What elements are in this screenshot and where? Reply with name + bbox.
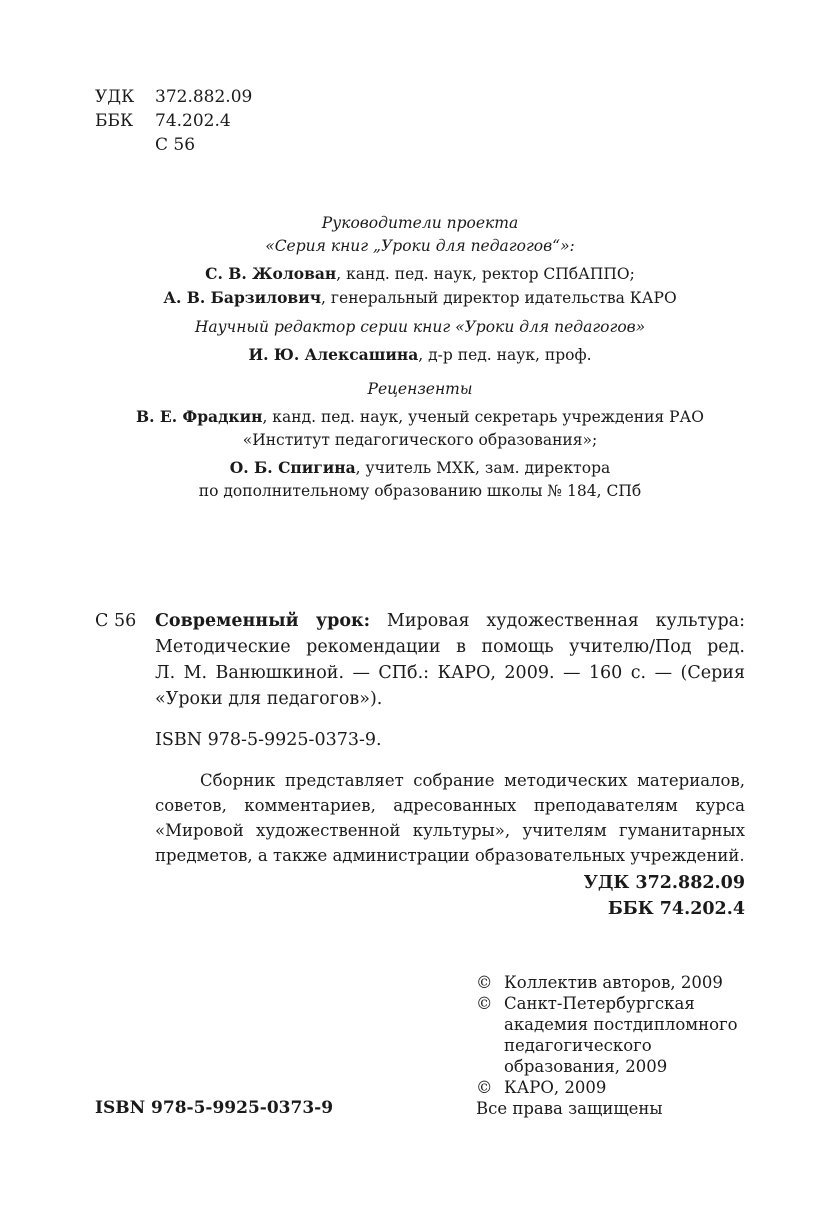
project-leads bbox=[95, 212, 745, 310]
copyright-1-text: Коллектив авторов, 2009 bbox=[504, 973, 723, 992]
project-lead-1-name: С. В. Жолован bbox=[205, 264, 337, 283]
copyright-icon: © bbox=[476, 1078, 493, 1097]
copyright-icon: © bbox=[476, 994, 493, 1013]
udk-label: УДК bbox=[95, 87, 135, 107]
bib-entry-title: Современный урок: bbox=[155, 611, 371, 631]
project-leads-title-2: «Серия книг „Уроки для педагогов“»: bbox=[265, 237, 575, 255]
reviewer-2-name: О. Б. Спигина bbox=[229, 458, 356, 477]
copyright-1 bbox=[476, 972, 738, 993]
bbk-value: 74.202.4 bbox=[155, 111, 231, 131]
bib-entry-line-2: Методические рекомендации в помощь учителю/Под ред. bbox=[155, 637, 745, 657]
rights-reserved: Все права защищены bbox=[476, 1099, 663, 1118]
isbn-bottom: ISBN 978-5-9925-0373-9 bbox=[95, 1098, 334, 1118]
science-editor-desc: , д-р пед. наук, проф. bbox=[418, 346, 592, 364]
copyright-icon: © bbox=[476, 973, 493, 992]
copyright-3 bbox=[476, 1077, 738, 1098]
project-lead-1 bbox=[95, 262, 745, 286]
author-mark: С 56 bbox=[155, 135, 196, 155]
bib-entry-line-3: Л. М. Ванюшкиной. — СПб.: КАРО, 2009. — 160 с. — (Серия bbox=[155, 663, 745, 683]
bib-entry-code: С 56 bbox=[95, 611, 137, 631]
bottom-udk: УДК 372.882.09 bbox=[583, 873, 745, 893]
project-leads-title-1: Руководители проекта bbox=[321, 214, 519, 232]
udk-value: 372.882.09 bbox=[155, 87, 253, 107]
reviewer-1-name: В. Е. Фрадкин bbox=[136, 407, 263, 426]
reviewer-1 bbox=[95, 405, 745, 429]
reviewer-2-desc-2: по дополнительному образованию школы № 184, СПб bbox=[198, 482, 642, 500]
udk-row bbox=[95, 85, 252, 109]
copyright-2-line-4: образования, 2009 bbox=[504, 1057, 668, 1076]
science-editor-title: Научный редактор серии книг «Уроки для педагогов» bbox=[194, 318, 646, 336]
reviewer-1-desc-1: , канд. пед. наук, ученый секретарь учреждения РАО bbox=[262, 408, 704, 426]
science-editor-name: И. Ю. Алексашина bbox=[248, 345, 419, 364]
bbk-label: ББК bbox=[95, 111, 134, 131]
copyright-2-line-3: педагогического bbox=[504, 1036, 652, 1055]
bbk-row bbox=[95, 109, 252, 133]
reviewer-2-desc-1: , учитель МХК, зам. директора bbox=[355, 459, 611, 477]
project-lead-2-name: А. В. Барзилович bbox=[163, 288, 322, 307]
reviewer-2 bbox=[95, 456, 745, 480]
bib-entry-isbn: ISBN 978-5-9925-0373-9. bbox=[155, 730, 382, 750]
classification-codes bbox=[95, 85, 252, 157]
bottom-codes bbox=[584, 870, 745, 922]
science-editor bbox=[95, 316, 745, 367]
science-editor-person bbox=[95, 343, 745, 367]
bib-entry-line-1 bbox=[155, 608, 745, 634]
copyright-block bbox=[476, 972, 738, 1119]
project-lead-2-desc: , генеральный директор идательства КАРО bbox=[321, 289, 677, 307]
project-lead-2 bbox=[95, 286, 745, 310]
bib-entry bbox=[95, 608, 745, 712]
bottom-bbk: ББК 74.202.4 bbox=[607, 899, 745, 919]
reviewer-1-desc-2: «Институт педагогического образования»; bbox=[242, 431, 598, 449]
reviewers bbox=[95, 378, 745, 503]
bib-entry-line-4: «Уроки для педагогов»). bbox=[155, 689, 383, 709]
reviewers-title: Рецензенты bbox=[367, 380, 473, 398]
author-mark-row bbox=[95, 133, 252, 157]
copyright-2 bbox=[476, 993, 738, 1014]
copyright-2-line-1: Санкт-Петербургская bbox=[504, 994, 695, 1013]
copyright-2-line-2: академия постдипломного bbox=[504, 1015, 738, 1034]
project-lead-1-desc: , канд. пед. наук, ректор СПбАППО; bbox=[336, 265, 635, 283]
copyright-3-text: КАРО, 2009 bbox=[504, 1078, 607, 1097]
bib-entry-line-1-rest: Мировая художественная культура: bbox=[370, 611, 745, 631]
annotation-text: Сборник представляет собрание методических материалов, советов, комментариев, адресованных преподавателям курса «Мировой художественной культуры», учителям гуманитарных предметов, а также администрации образовательных учреждений. bbox=[155, 771, 745, 865]
